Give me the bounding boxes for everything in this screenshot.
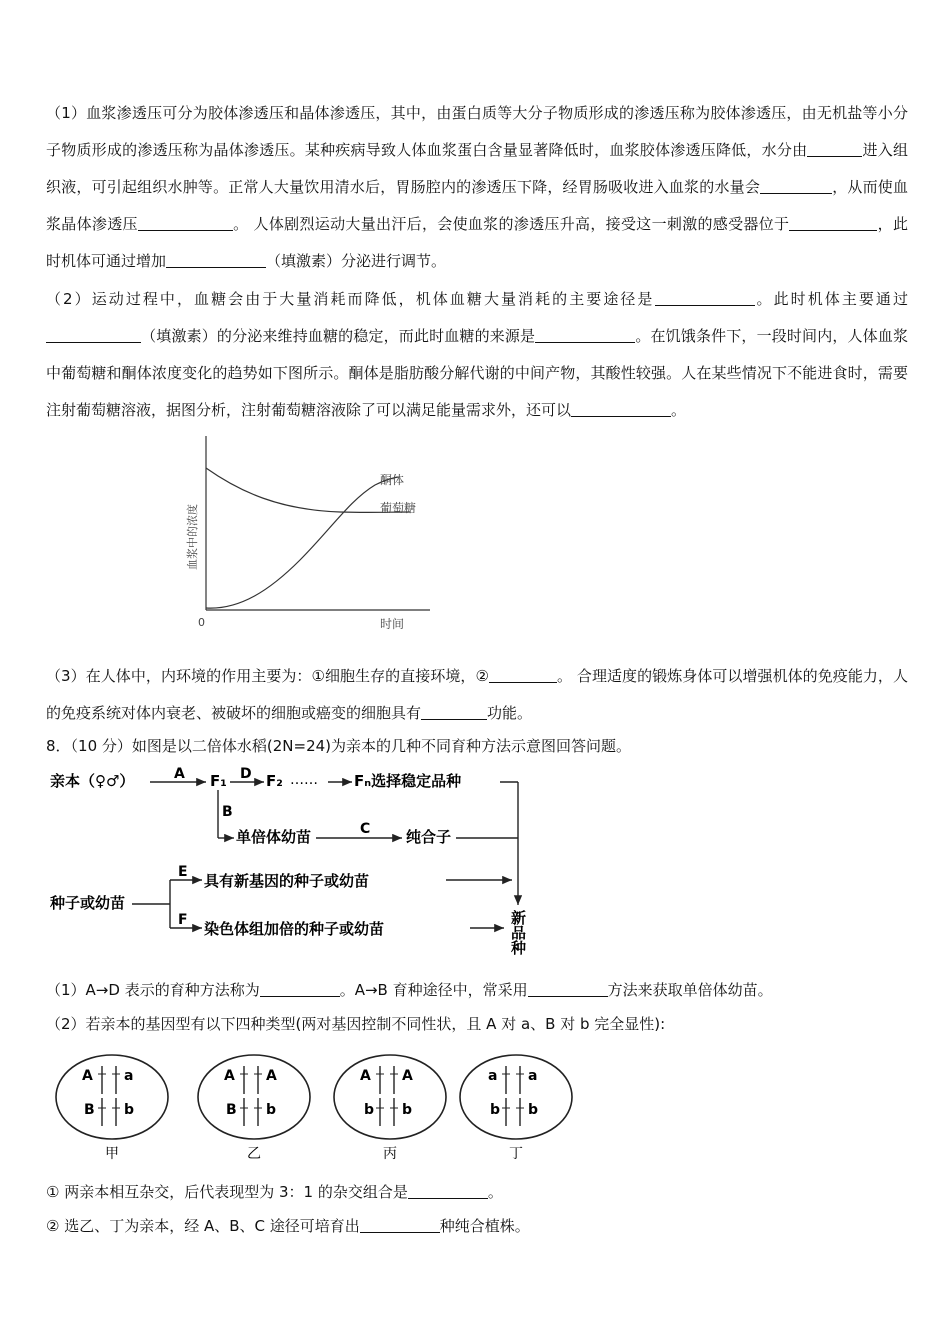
cell-yi	[198, 1055, 310, 1162]
allele-label: b	[528, 1102, 539, 1118]
q8-sub1: ① 两亲本相互杂交，后代表现型为 3：1 的杂交组合是 。	[46, 1183, 503, 1201]
flow-label-D: D	[240, 766, 252, 782]
cell-name: 丁	[509, 1146, 523, 1162]
flow-label-E: E	[178, 864, 188, 880]
flow-label-B: B	[222, 804, 233, 820]
allele-label: A	[360, 1068, 371, 1084]
flow-F2: F₂	[266, 772, 283, 790]
q8-part2: （2）若亲本的基因型有以下四种类型(两对基因控制不同性状，且 A 对 a、B 对 b 完全显性):	[46, 1015, 666, 1033]
allele-label: b	[490, 1102, 501, 1118]
answer-blank[interactable]	[655, 289, 755, 306]
allele-label: b	[402, 1102, 413, 1118]
concentration-graph	[180, 430, 440, 635]
allele-label: b	[266, 1102, 277, 1118]
flow-newgene: 具有新基因的种子或幼苗	[204, 872, 370, 890]
allele-label: b	[124, 1102, 135, 1118]
answer-blank[interactable]	[260, 980, 340, 997]
ketone-curve	[206, 477, 398, 608]
answer-blank[interactable]	[535, 326, 635, 343]
cell-name: 丙	[383, 1146, 397, 1162]
answer-blank[interactable]	[528, 980, 608, 997]
flow-F1: F₁	[210, 772, 227, 790]
origin-label: 0	[198, 616, 205, 629]
flow-label-F: F	[178, 912, 188, 928]
answer-blank[interactable]	[421, 703, 487, 720]
allele-label: a	[488, 1068, 498, 1084]
answer-blank[interactable]	[807, 140, 862, 157]
flow-parent: 亲本（♀♂）	[50, 772, 135, 790]
flow-seed: 种子或幼苗	[50, 894, 126, 912]
answer-blank[interactable]	[408, 1182, 488, 1199]
answer-blank[interactable]	[789, 214, 877, 231]
flow-dots: ……	[290, 772, 318, 788]
allele-label: B	[226, 1102, 237, 1118]
allele-label: A	[224, 1068, 235, 1084]
answer-blank[interactable]	[46, 326, 141, 343]
answer-blank[interactable]	[138, 214, 233, 231]
part2-paragraph: （2）运动过程中，血糖会由于大量消耗而降低，机体血糖大量消耗的主要途径是 。此时机体主要通过（填激素）的分泌来维持血糖的稳定，而此时血糖的来源是 。在饥饿条件下，一段时间内，人体血浆中葡萄糖和酮体浓度变化的趋势如下图所示。酮体是脂肪酸分解代谢的中间产物，其酸性较强。人在某些情况下不能进食时，需要注射葡萄糖溶液，据图分析，注射葡萄糖溶液除了可以满足能量需求外，还可以 。	[46, 290, 908, 419]
x-axis-label: 时间	[380, 617, 405, 631]
flow-label-A: A	[174, 766, 185, 782]
answer-blank[interactable]	[571, 400, 671, 417]
cell-name: 乙	[247, 1146, 261, 1162]
allele-label: b	[364, 1102, 375, 1118]
cell-jia	[56, 1055, 168, 1162]
allele-label: A	[402, 1068, 413, 1084]
flow-haploid: 单倍体幼苗	[236, 828, 312, 846]
ketone-label: 酮体	[380, 473, 405, 487]
answer-blank[interactable]	[360, 1216, 440, 1233]
flow-Fn: Fₙ选择稳定品种	[354, 772, 462, 790]
breeding-flowchart	[46, 762, 546, 958]
allele-label: a	[124, 1068, 134, 1084]
allele-label: A	[82, 1068, 93, 1084]
answer-blank[interactable]	[489, 666, 557, 683]
genotype-cells	[50, 1052, 590, 1172]
answer-blank[interactable]	[166, 251, 266, 268]
question-8-title: 8．（10 分）如图是以二倍体水稻(2N=24)为亲本的几种不同育种方法示意图回答问题。	[46, 737, 632, 755]
flow-newvariety: 新品种	[509, 910, 527, 955]
flow-polyploid: 染色体组加倍的种子或幼苗	[204, 920, 385, 938]
flow-pure: 纯合子	[406, 828, 452, 846]
allele-label: B	[84, 1102, 95, 1118]
q8-sub2: ② 选乙、丁为亲本，经 A、B、C 途径可培育出 种纯合植株。	[46, 1217, 530, 1235]
part3-paragraph: （3）在人体中，内环境的作用主要为：①细胞生存的直接环境，② 。 合理适度的锻炼身体可以增强机体的免疫能力，人的免疫系统对体内衰老、被破坏的细胞或癌变的细胞具有 功能。	[46, 667, 908, 722]
y-axis-label: 血浆中的浓度	[186, 504, 199, 570]
cell-bing	[334, 1055, 446, 1162]
flow-label-C: C	[360, 821, 371, 837]
answer-blank[interactable]	[760, 177, 832, 194]
glucose-label: 葡萄糖	[380, 501, 417, 515]
cell-name: 甲	[105, 1146, 119, 1162]
q8-part1: （1）A→D 表示的育种方法称为 。A→B 育种途径中，常采用 方法来获取单倍体幼苗。	[46, 981, 773, 999]
allele-label: A	[266, 1068, 277, 1084]
part1-paragraph: （1）血浆渗透压可分为胶体渗透压和晶体渗透压，其中，由蛋白质等大分子物质形成的渗透压称为胶体渗透压，由无机盐等小分子物质形成的渗透压称为晶体渗透压。某种疾病导致人体血浆蛋白含量显著降低时，血浆胶体渗透压降低，水分由 进入组织液，可引起组织水肿等。正常人大量饮用清水后，胃肠腔内的渗透压下降，经胃肠吸收进入血浆的水量会 ，从而使血浆晶体渗透压 。 人体剧烈运动大量出汗后，会使血浆的渗透压升高，接受这一刺激的感受器位于 ，此时机体可通过增加 （填激素）分泌进行调节。	[46, 104, 908, 270]
allele-label: a	[528, 1068, 538, 1084]
cell-ding	[460, 1055, 572, 1162]
